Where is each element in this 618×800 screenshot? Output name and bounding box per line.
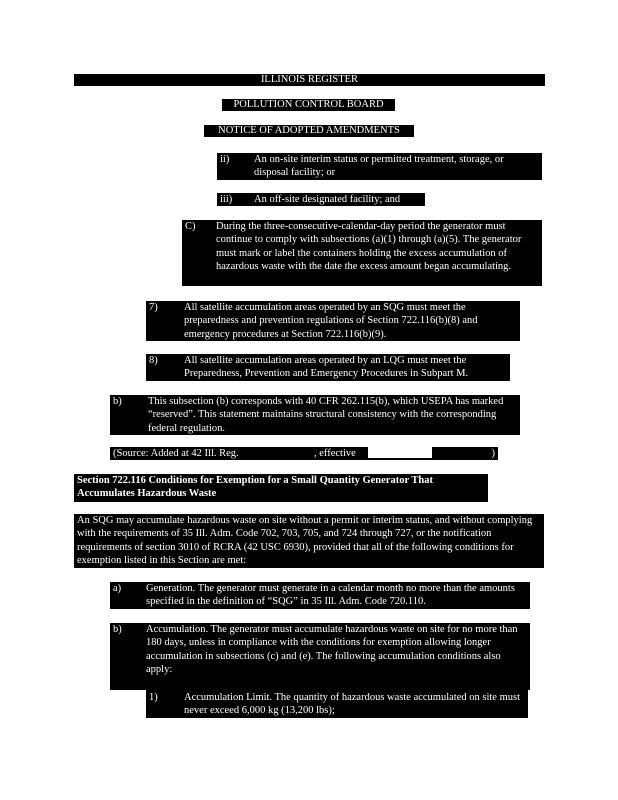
item-ii-text: An on-site interim status or permitted treatment, storage, or disposal facility; or	[254, 154, 504, 179]
item-b1-text: Accumulation Limit. The quantity of hazardous waste accumulated on site must never exceed 6,000 kg (13,200 lbs);	[184, 692, 521, 717]
source-line	[110, 447, 498, 460]
item-iii-marker: iii)	[220, 194, 233, 205]
item-8-marker: 8)	[149, 355, 158, 366]
item-7	[146, 301, 520, 341]
section-intro-text: An SQG may accumulate hazardous waste on site without a permit or interim status, and without complying with the requirements of 35 Ill. Adm. Code 702, 703, 705, and 724 through 727, or the notification requirements of section 3010 of RCRA (42 USC 6930), provided that all of the following conditions for exemption listed in this Section are met:	[77, 515, 533, 566]
item-7-marker: 7)	[149, 302, 158, 313]
item-iii	[217, 193, 425, 206]
item-ii-marker: ii)	[220, 154, 230, 165]
register-title	[74, 74, 545, 86]
item-C-text: During the three-consecutive-calendar-day period the generator must continue to comply with subsections (a)(1) through (a)(5). The generator must mark or label the containers holding the excess accumulation of hazardous waste with the date the excess amount began accumulating.	[216, 221, 522, 272]
item-b-reserved-marker: b)	[113, 396, 122, 407]
item-a-marker: a)	[113, 583, 122, 594]
item-C-marker: C)	[185, 221, 196, 232]
source-prefix: (Source: Added at 42 Ill. Reg.	[113, 448, 239, 459]
item-iii-text: An off-site designated facility; and	[254, 194, 401, 205]
register-title-text: ILLINOIS REGISTER	[260, 74, 359, 85]
notice-title	[204, 125, 414, 137]
item-b-accumulation	[110, 623, 530, 690]
item-ii	[217, 153, 542, 180]
section-heading-line1: Section 722.116 Conditions for Exemption for a Small Quantity Generator That	[77, 475, 433, 486]
item-b-reserved	[110, 395, 520, 435]
item-a-text: Generation. The generator must generate in a calendar month no more than the amounts specified in the definition of “SQG” in 35 Ill. Adm. Code 720.110.	[146, 583, 515, 608]
item-a-generation	[110, 582, 530, 609]
section-heading-line2: Accumulates Hazardous Waste	[77, 488, 217, 500]
effective-blank-box	[368, 447, 432, 459]
item-C	[182, 220, 542, 286]
item-b1-marker: 1)	[149, 692, 158, 703]
item-b-accumulation-marker: b)	[113, 624, 122, 635]
item-8-text: All satellite accumulation areas operated by an LQG must meet the Preparedness, Prevention and Emergency Procedures in Subpart M.	[184, 355, 469, 380]
section-intro	[74, 514, 544, 568]
item-b-accumulation-text: Accumulation. The generator must accumulate hazardous waste on site for no more than 180 days, unless in compliance with the conditions for exemption allowing longer accumulation in subsections (c) and (e). The following accumulation conditions also apply:	[146, 624, 518, 675]
item-8	[146, 354, 510, 381]
source-effective: , effective	[314, 448, 356, 459]
item-7-text: All satellite accumulation areas operated by an SQG must meet the preparedness and prevention regulations of Section 722.116(b)(8) and emergency procedures at Section 722.116(b)(9).	[184, 302, 478, 340]
board-title-text: POLLUTION CONTROL BOARD	[233, 99, 384, 110]
item-b-reserved-text: This subsection (b) corresponds with 40 CFR 262.115(b), which USEPA has marked “reserved”. This statement maintains structural consistency with the corresponding federal regulation.	[148, 396, 504, 434]
notice-title-text: NOTICE OF ADOPTED AMENDMENTS	[218, 125, 400, 136]
section-heading	[74, 474, 488, 502]
board-title	[222, 99, 395, 111]
source-suffix: )	[491, 448, 495, 459]
item-b1-limit	[146, 690, 528, 718]
